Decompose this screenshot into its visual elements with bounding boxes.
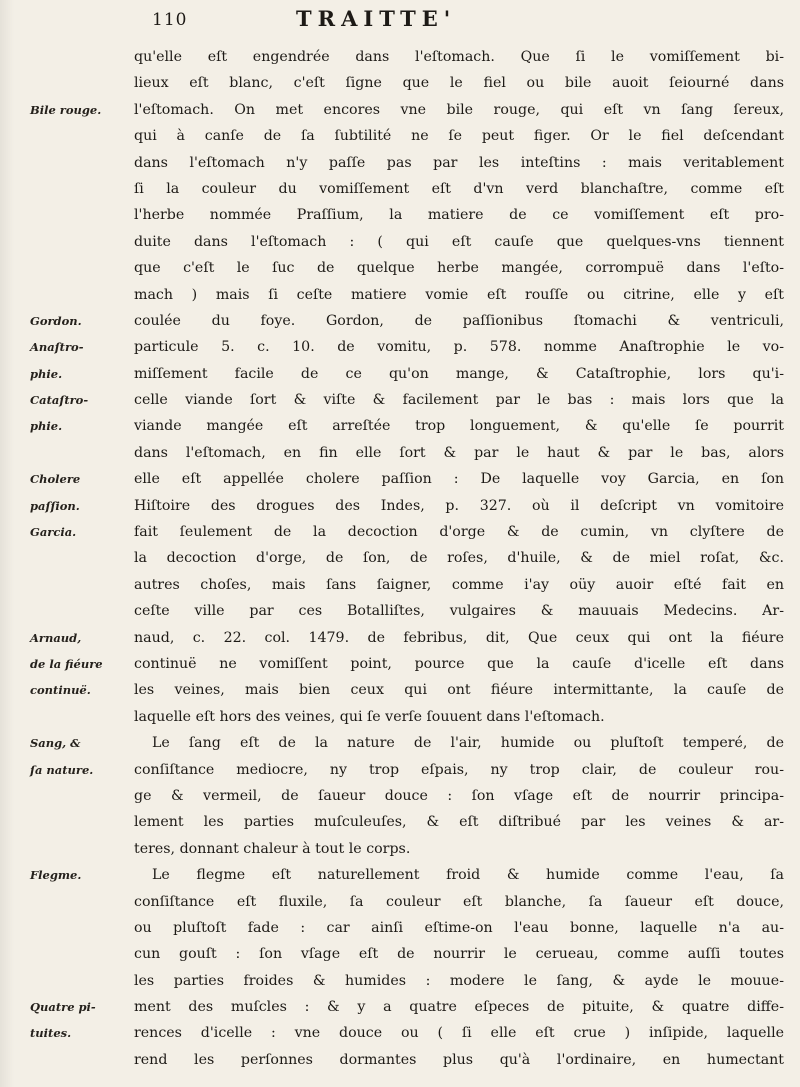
text-line (0, 783, 800, 809)
line-text: l'herbe nommée Praſſium, la matiere de ce vomiſſement eſt pro- (134, 207, 784, 224)
line-text: dans l'eſtomach, en fin elle ſort & par le haut & par le bas, alors (134, 444, 784, 461)
line-text: que c'eſt le ſuc de quelque herbe mangée, corrompuë dans l'eſto- (134, 260, 784, 277)
text-line (0, 862, 800, 888)
line-text: coulée du foye. Gordon, de paſſionibus ſtomachi & ventriculi, (134, 312, 784, 329)
line-text: fait ſeulement de la decoction d'orge & de cumin, vn clyſtere de (134, 524, 784, 541)
margin-note: de la fiéure (30, 656, 103, 671)
text-line (0, 97, 800, 123)
body-text (0, 44, 800, 1073)
line-text: particule 5. c. 10. de vomitu, p. 578. nomme Anaſtrophie le vo- (134, 339, 784, 356)
text-line (0, 255, 800, 281)
line-text: Le ſang eſt de la nature de l'air, humide ou pluſtoſt temperé, de (152, 735, 784, 752)
margin-note: Flegme. (30, 868, 82, 883)
margin-note: paſſion. (30, 498, 80, 513)
line-text: ge & vermeil, de ſaueur douce : ſon vſage eſt de nourrir principa- (134, 787, 784, 804)
line-text: l'eſtomach. On met encores vne bile rouge, qui eſt vn ſang ſereux, (134, 101, 784, 118)
line-text: autres choſes, mais ſans ſaigner, comme i'ay oüy auoir eſté fait en (134, 576, 784, 593)
text-line (0, 440, 800, 466)
line-text: continuë ne vomiſſent point, pource que la cauſe d'icelle eſt dans (134, 655, 784, 672)
text-line (0, 282, 800, 308)
text-line (0, 809, 800, 835)
margin-note: Arnaud, (30, 630, 82, 645)
line-text: les veines, mais bien ceux qui ont fiéure intermittante, la cauſe de (134, 682, 784, 699)
text-line (0, 625, 800, 651)
margin-note: Cholere (30, 472, 81, 487)
margin-note: tuites. (30, 1026, 72, 1041)
line-text: ceſte ville par ces Botalliſtes, vulgaires & mauuais Medecins. Ar- (134, 603, 784, 620)
text-line (0, 308, 800, 334)
margin-note: Sang, & (30, 736, 81, 751)
margin-note: Quatre pi- (30, 1000, 96, 1015)
text-line (0, 941, 800, 967)
text-line (0, 994, 800, 1020)
text-line (0, 123, 800, 149)
line-text: cun gouſt : ſon vſage eſt de nourrir le cerueau, comme auſſi toutes (134, 946, 784, 963)
text-line (0, 968, 800, 994)
text-line (0, 150, 800, 176)
text-line (0, 572, 800, 598)
line-text: elle eſt appellée cholere paſſion : De laquelle voy Garcia, en ſon (134, 471, 784, 488)
line-text: rend les perſonnes dormantes plus qu'à l'ordinaire, en humectant (134, 1051, 784, 1068)
text-line (0, 361, 800, 387)
line-text: mach ) mais ſi ceſte matiere vomie eſt rouſſe ou citrine, elle y eſt (134, 286, 784, 303)
text-line (0, 413, 800, 439)
text-line (0, 730, 800, 756)
line-text: celle viande ſort & viſte & facilement par le bas : mais lors que la (134, 392, 784, 409)
text-line (0, 836, 800, 862)
text-line (0, 44, 800, 70)
margin-note: phie. (30, 419, 63, 434)
margin-note: Bile rouge. (30, 102, 102, 117)
line-text: duite dans l'eſtomach : ( qui eſt cauſe que quelques-vns tiennent (134, 233, 784, 250)
running-title: TRAITTE' (296, 6, 457, 31)
text-line (0, 387, 800, 413)
margin-note: Gordon. (30, 313, 82, 328)
text-line (0, 466, 800, 492)
text-line (0, 334, 800, 360)
line-text: qui à canſe de ſa ſubtilité ne ſe peut figer. Or le fiel deſcendant (134, 128, 784, 145)
text-line (0, 176, 800, 202)
page-number: 110 (152, 10, 188, 30)
line-text: qu'elle eſt engendrée dans l'eſtomach. Que ſi le vomiſſement bi- (134, 49, 784, 65)
text-line (0, 1020, 800, 1046)
margin-note: continuë. (30, 683, 91, 698)
text-line (0, 70, 800, 96)
margin-note: Cataſtro- (30, 393, 89, 408)
line-text: dans l'eſtomach n'y paſſe pas par les inteſtins : mais veritablement (134, 154, 784, 171)
line-text: viande mangée eſt arreſtée trop longuement, & qu'elle ſe pourrit (134, 418, 784, 435)
text-line (0, 757, 800, 783)
line-text: lement les parties muſculeuſes, & eſt diſtribué par les veines & ar- (134, 814, 784, 831)
text-line (0, 229, 800, 255)
line-text: miſſement facile de ce qu'on mange, & Cataſtrophie, lors qu'i- (134, 365, 784, 382)
text-line (0, 704, 800, 730)
text-line (0, 598, 800, 624)
line-text: teres, donnant chaleur à tout le corps. (134, 840, 411, 857)
line-text: conſiſtance mediocre, ny trop eſpais, ny trop clair, de couleur rou- (134, 761, 784, 778)
line-text: ment des muſcles : & y a quatre eſpeces de pituite, & quatre diffe- (134, 999, 784, 1016)
line-text: laquelle eſt hors des veines, qui ſe verſe ſouuent dans l'eſtomach. (134, 708, 605, 725)
text-line (0, 915, 800, 941)
margin-note: ſa nature. (30, 762, 94, 777)
margin-note: phie. (30, 366, 63, 381)
line-text: lieux eſt blanc, c'eſt ſigne que le fiel ou bile auoit ſeiourné dans (134, 75, 784, 92)
line-text: ſi la couleur du vomiſſement eſt d'vn verd blanchaſtre, comme eſt (134, 180, 784, 197)
text-line (0, 493, 800, 519)
text-line (0, 519, 800, 545)
text-line (0, 889, 800, 915)
line-text: ou pluſtoſt fade : car ainſi eſtime-on l'eau bonne, laquelle n'a au- (134, 919, 784, 936)
margin-note: Anaſtro- (30, 340, 84, 355)
line-text: les parties froides & humides : modere le ſang, & ayde le mouue- (134, 972, 784, 989)
text-line (0, 545, 800, 571)
line-text: conſiſtance eſt fluxile, ſa couleur eſt blanche, ſa ſaueur eſt douce, (134, 893, 784, 910)
text-line (0, 1047, 800, 1073)
margin-note: Garcia. (30, 525, 77, 540)
text-line (0, 651, 800, 677)
text-line (0, 677, 800, 703)
line-text: naud, c. 22. col. 1479. de febribus, dit, Que ceux qui ont la fiéure (134, 629, 784, 646)
line-text: Hiſtoire des drogues des Indes, p. 327. où il deſcript vn vomitoire (134, 497, 784, 514)
text-line (0, 202, 800, 228)
line-text: rences d'icelle : vne douce ou ( ſi elle eſt crue ) inſipide, laquelle (134, 1025, 784, 1042)
page-header (0, 4, 800, 38)
line-text: Le flegme eſt naturellement froid & humide comme l'eau, ſa (152, 867, 784, 884)
line-text: la decoction d'orge, de ſon, de roſes, d'huile, & de miel roſat, &c. (134, 550, 784, 567)
